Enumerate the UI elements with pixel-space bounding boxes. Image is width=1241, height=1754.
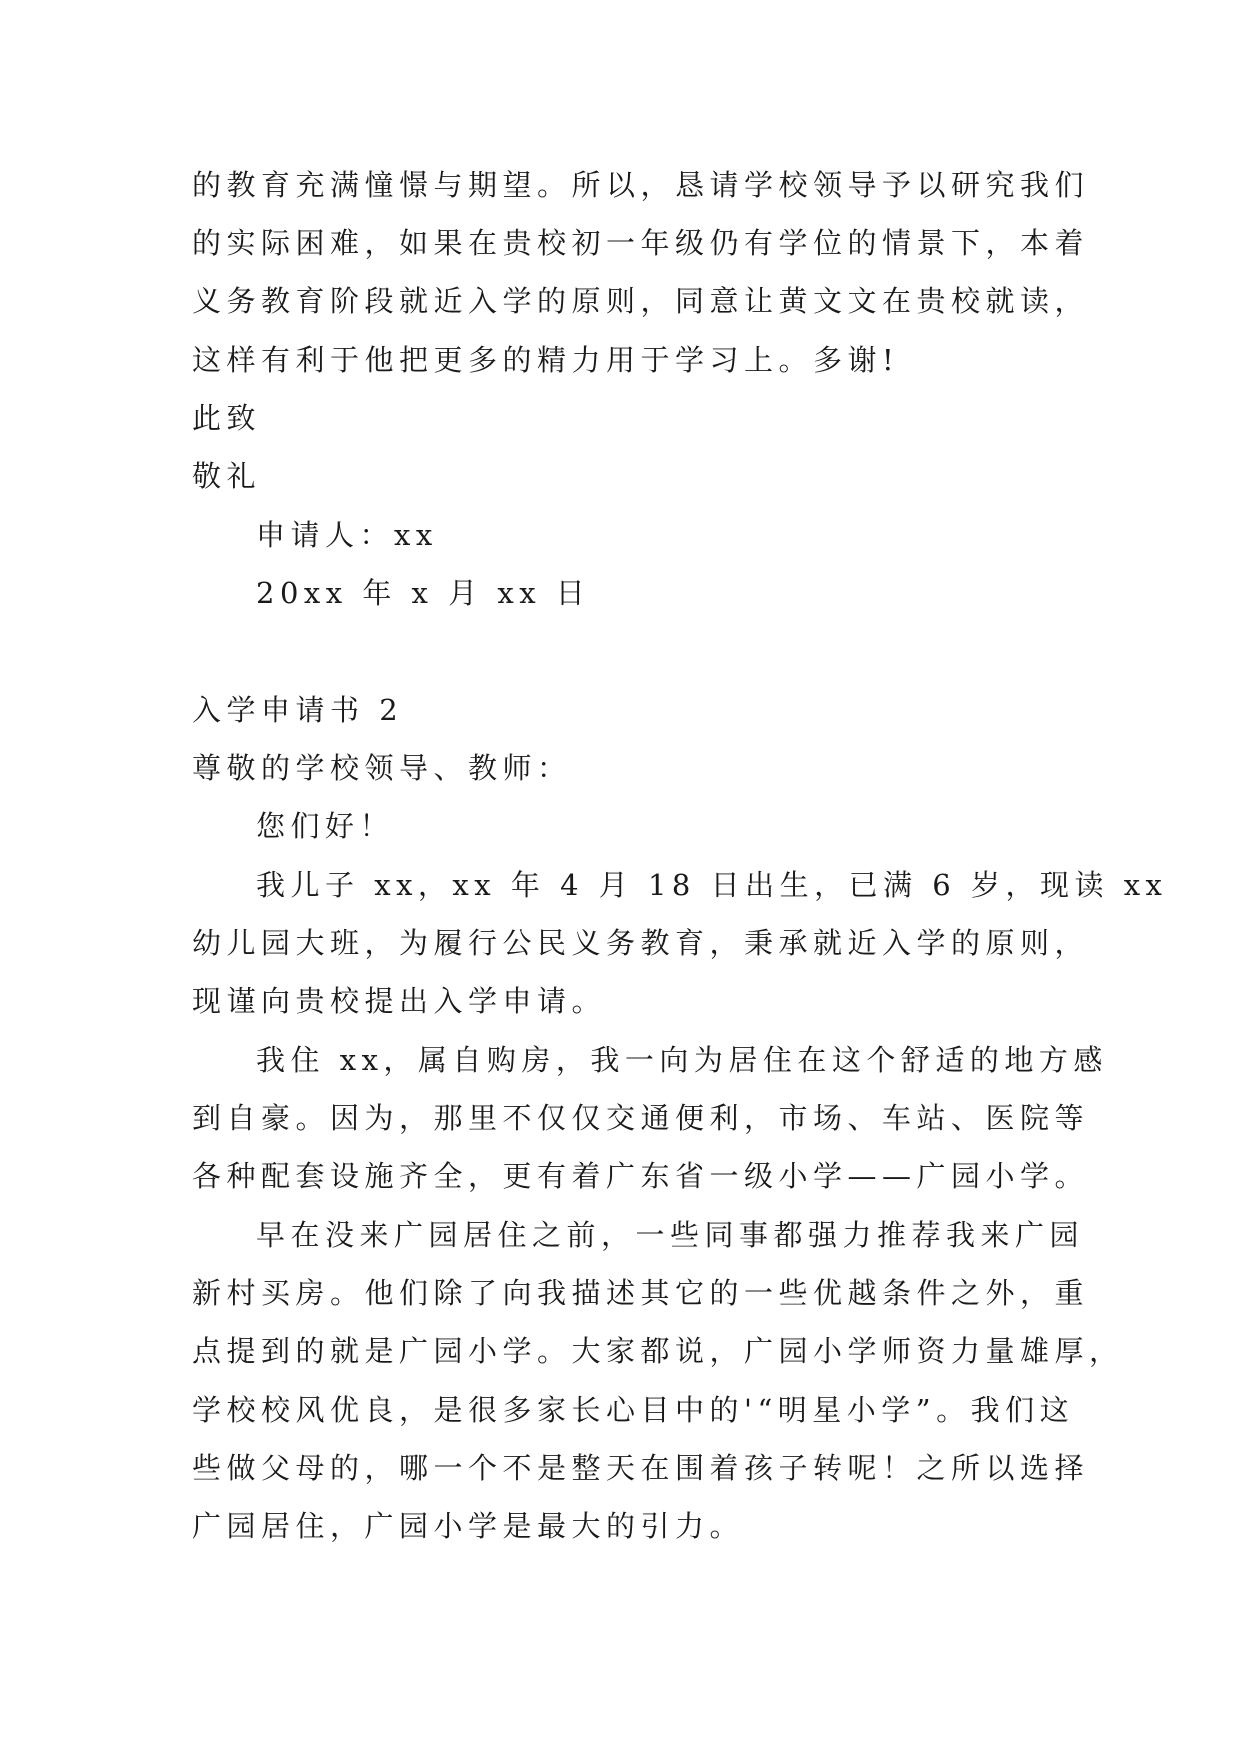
paragraph-line: 到自豪。因为，那里不仅仅交通便利，市场、车站、医院等 — [192, 1101, 1090, 1135]
salutation-line: 尊敬的学校领导、教师： — [192, 751, 572, 785]
paragraph-line: 幼儿园大班，为履行公民义务教育，秉承就近入学的原则， — [192, 926, 1090, 960]
paragraph-line: 这样有利于他把更多的精力用于学习上。多谢! — [192, 343, 900, 377]
paragraph-line: 些做父母的，哪一个不是整天在围着孩子转呢！之所以选择 — [192, 1451, 1090, 1485]
applicant-line: 申请人：xx — [256, 518, 438, 552]
paragraph-line: 早在没来广园居住之前，一些同事都强力推荐我来广园 — [256, 1218, 1085, 1252]
section-title: 入学申请书 2 — [192, 693, 404, 727]
paragraph-line: 我住 xx，属自购房，我一向为居住在这个舒适的地方感 — [256, 1043, 1108, 1077]
paragraph-line: 的教育充满憧憬与期望。所以，恳请学校领导予以研究我们 — [192, 168, 1090, 202]
paragraph-line: 义务教育阶段就近入学的原则，同意让黄文文在贵校就读， — [192, 284, 1090, 318]
greeting-line: 您们好！ — [256, 809, 395, 843]
closing-line: 敬礼 — [192, 459, 262, 493]
paragraph-line: 各种配套设施齐全，更有着广东省一级小学——广园小学。 — [192, 1159, 1090, 1193]
paragraph-line: 的实际困难，如果在贵校初一年级仍有学位的情景下，本着 — [192, 226, 1090, 260]
paragraph-line: 新村买房。他们除了向我描述其它的一些优越条件之外，重 — [192, 1276, 1090, 1310]
date-line: 20xx 年 x 月 xx 日 — [256, 576, 591, 610]
paragraph-line: 现谨向贵校提出入学申请。 — [192, 984, 607, 1018]
paragraph-line: 学校校风优良，是很多家长心目中的'“明星小学”。我们这 — [192, 1393, 1075, 1427]
closing-line: 此致 — [192, 401, 262, 435]
paragraph-line: 我儿子 xx，xx 年 4 月 18 日出生，已满 6 岁，现读 xx — [256, 868, 1168, 902]
paragraph-line: 点提到的就是广园小学。大家都说，广园小学师资力量雄厚， — [192, 1334, 1124, 1368]
paragraph-line: 广园居住，广园小学是最大的引力。 — [192, 1509, 745, 1543]
